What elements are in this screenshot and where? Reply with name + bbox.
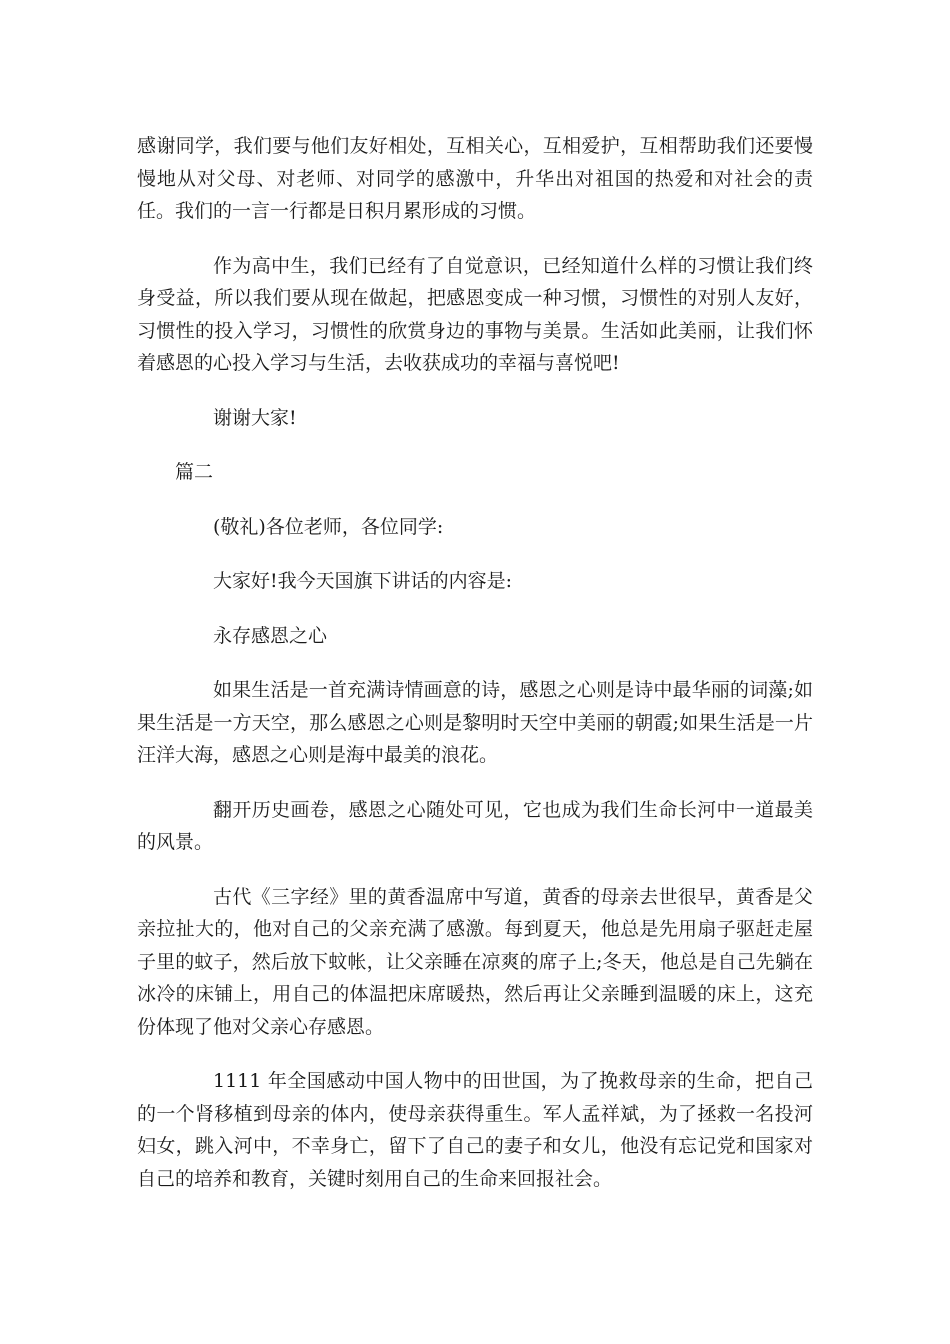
paragraph-thanks: 谢谢大家! [213,406,297,429]
paragraph-salutation: (敬礼)各位老师，各位同学: [213,515,444,538]
paragraph-if-life: 如果生活是一首充满诗情画意的诗，感恩之心则是诗中最华丽的词藻;如果生活是一方天空，那么感恩之心则是黎明时天空中美丽的朝霞;如果生活是一片汪洋大海，感恩之心则是海中最美的浪花。 [137,679,813,766]
paragraph-history: 翻开历史画卷，感恩之心随处可见，它也成为我们生命长河中一道最美的风景。 [137,798,813,853]
paragraph-tian-shiguo: 1111 年全国感动中国人物中的田世国，为了挽救母亲的生命，把自己的一个肾移植到母亲的体内，使母亲获得重生。军人孟祥斌，为了拯救一名投河妇女，跳入河中，不幸身亡，留下了自己的妻子和女儿，他没有忘记党和国家对自己的培养和教育，关键时刻用自己的生命来回报社会。 [137,1070,813,1190]
paragraph-greeting: 大家好!我今天国旗下讲话的内容是: [213,570,513,592]
document-body [137,130,813,1195]
speech-title: 永存感恩之心 [213,624,328,647]
paragraph-habit-of-gratitude: 作为高中生，我们已经有了自觉意识，已经知道什么样的习惯让我们终身受益，所以我们要从现在做起，把感恩变成一种习惯，习惯性的对别人友好，习惯性的投入学习，习惯性的欣赏身边的事物与美景。生活如此美丽，让我们怀着感恩的心投入学习与生活，去收获成功的幸福与喜悦吧! [137,254,813,374]
paragraph-huang-xiang: 古代《三字经》里的黄香温席中写道，黄香的母亲去世很早，黄香是父亲拉扯大的，他对自己的父亲充满了感激。每到夏天，他总是先用扇子驱赶走屋子里的蚊子，然后放下蚊帐，让父亲睡在凉爽的席子上;冬天，他总是自己先躺在冰冷的床铺上，用自己的体温把床席暖热，然后再让父亲睡到温暖的床上，这充份体现了他对父亲心存感恩。 [137,885,813,1038]
paragraph-gratitude-classmates: 感谢同学，我们要与他们友好相处，互相关心，互相爱护，互相帮助我们还要慢慢地从对父母、对老师、对同学的感激中，升华出对祖国的热爱和对社会的责任。我们的一言一行都是日积月累形成的习惯。 [137,135,813,222]
section-heading: 篇二 [175,461,214,483]
